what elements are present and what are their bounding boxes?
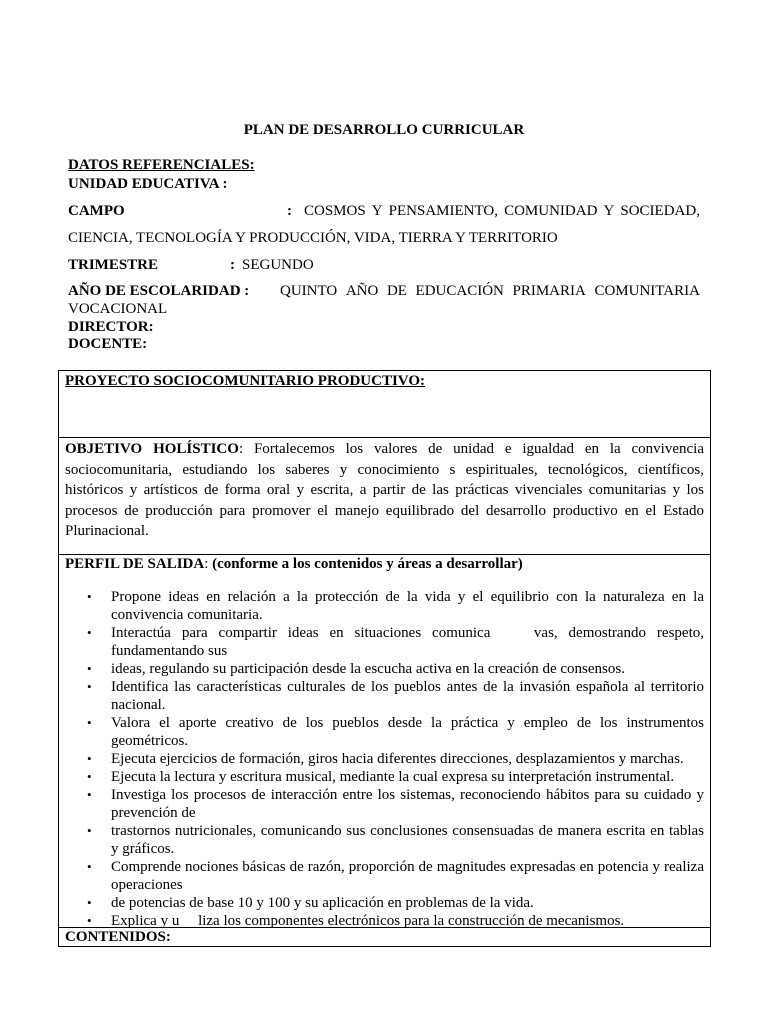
- list-item: [59, 894, 710, 912]
- objetivo-label: OBJETIVO HOLÍSTICO: [65, 441, 239, 457]
- docente-label: DOCENTE:: [68, 336, 148, 352]
- trimestre-value: SEGUNDO: [242, 257, 314, 273]
- bullet-icon: •: [87, 787, 92, 802]
- campo-word: COMUNIDAD: [504, 203, 598, 219]
- director-label: DIRECTOR:: [68, 319, 154, 335]
- proyecto-label: PROYECTO SOCIOCOMUNITARIO PRODUCTIVO:: [65, 373, 425, 389]
- campo-value-line2: CIENCIA, TECNOLOGÍA Y PRODUCCIÓN, VIDA, TIERRA Y TERRITORIO: [68, 230, 558, 246]
- objetivo-box: [58, 437, 711, 555]
- campo-colon: :: [287, 203, 292, 219]
- perfil-box: [58, 554, 711, 928]
- list-item-text: Comprende nociones básicas de razón, proporción de magnitudes expresadas en potencia y realiza operaciones: [111, 859, 704, 893]
- bullet-icon: •: [87, 913, 92, 928]
- unidad-educativa-label: UNIDAD EDUCATIVA :: [68, 176, 228, 192]
- list-item-text: Ejecuta la lectura y escritura musical, mediante la cual expresa su interpretación instrumental.: [111, 769, 675, 785]
- campo-word: Y: [371, 203, 383, 219]
- list-item: [59, 678, 710, 714]
- bullet-icon: •: [87, 661, 92, 676]
- bullet-icon: •: [87, 679, 92, 694]
- contenidos-label: CONTENIDOS:: [65, 929, 171, 945]
- list-item-text: Explica y u liza los componentes electrónicos para la construcción de mecanismos.: [111, 913, 625, 929]
- bullet-icon: •: [87, 859, 92, 874]
- list-item-text: Interactúa para compartir ideas en situaciones comunica vas, demostrando respeto, fundamentando sus: [111, 625, 708, 659]
- list-item-text: Propone ideas en relación a la protección de la vida y el equilibrio con la naturaleza en la convivencia comunitaria.: [111, 589, 704, 623]
- list-item: [59, 750, 710, 768]
- list-item: [59, 786, 710, 822]
- list-item-text: ideas, regulando su participación desde la escucha activa en la creación de consensos.: [111, 661, 625, 677]
- campo-value-line1: [304, 202, 700, 220]
- anio-escolaridad-label: AÑO DE ESCOLARIDAD :: [68, 283, 250, 299]
- list-item-text: de potencias de base 10 y 100 y su aplicación en problemas de la vida.: [111, 895, 534, 911]
- contenidos-box: [58, 927, 711, 947]
- perfil-label: PERFIL DE SALIDA: [65, 556, 205, 572]
- list-item-text: Ejecuta ejercicios de formación, giros hacia diferentes direcciones, desplazamientos y marchas.: [111, 751, 684, 767]
- perfil-subtitle: (conforme a los contenidos y áreas a desarrollar): [212, 556, 523, 572]
- objetivo-text: : Fortalecemos los valores de unidad e igualdad en la convivencia sociocomunitaria, estudiando los saberes y conocimiento s espirituales, tecnológicos, científicos, históricos y artísticos de forma oral y escrita, a partir de las prácticas vivenciales comunitarias y los procesos de producción para promover el manejo equilibrado del desarrollo productivo en el Estado Plurinacional.: [65, 441, 704, 540]
- anio-word: COMUNITARIA: [594, 283, 700, 299]
- anio-word: PRIMARIA: [512, 283, 586, 299]
- list-item-text: Valora el aporte creativo de los pueblos desde la práctica y empleo de los instrumentos geométricos.: [111, 715, 704, 749]
- bullet-icon: •: [87, 823, 92, 838]
- bullet-icon: •: [87, 751, 92, 766]
- list-item-text: Investiga los procesos de interacción entre los sistemas, reconociendo hábitos para su cuidado y prevención de: [111, 787, 704, 821]
- list-item-text: trastornos nutricionales, comunicando sus conclusiones consensuadas de manera escrita en tablas y gráficos.: [111, 823, 704, 857]
- bullet-icon: •: [87, 769, 92, 784]
- list-item-text: Identifica las características culturales de los pueblos antes de la invasión española al territorio nacional.: [111, 679, 704, 713]
- trimestre-colon: :: [230, 257, 235, 273]
- anio-value-line2: VOCACIONAL: [68, 301, 168, 317]
- anio-word: QUINTO: [280, 283, 338, 299]
- perfil-list: [59, 588, 710, 930]
- list-item: [59, 822, 710, 858]
- perfil-sep: :: [204, 556, 213, 572]
- campo-word: COSMOS: [304, 203, 366, 219]
- campo-word: Y: [603, 203, 615, 219]
- document-title: PLAN DE DESARROLLO CURRICULAR: [243, 122, 525, 138]
- campo-label: CAMPO: [68, 203, 125, 219]
- bullet-icon: •: [87, 589, 92, 604]
- list-item: [59, 588, 710, 624]
- perfil-heading: [59, 555, 710, 573]
- list-item: [59, 714, 710, 750]
- campo-word: SOCIEDAD,: [620, 203, 700, 219]
- anio-word: EDUCACIÓN: [415, 283, 504, 299]
- list-item: [59, 768, 710, 786]
- list-item: [59, 660, 710, 678]
- anio-value-line1: [280, 282, 700, 300]
- datos-referenciales-heading: DATOS REFERENCIALES:: [68, 157, 255, 173]
- list-item: [59, 624, 710, 660]
- bullet-icon: •: [87, 895, 92, 910]
- bullet-icon: •: [87, 715, 92, 730]
- list-item: [59, 858, 710, 894]
- campo-word: PENSAMIENTO,: [388, 203, 498, 219]
- proyecto-box: [58, 370, 711, 438]
- trimestre-label: TRIMESTRE: [68, 257, 159, 273]
- bullet-icon: •: [87, 625, 92, 640]
- objetivo-paragraph: [59, 438, 710, 542]
- anio-word: DE: [386, 283, 407, 299]
- anio-word: AÑO: [345, 283, 379, 299]
